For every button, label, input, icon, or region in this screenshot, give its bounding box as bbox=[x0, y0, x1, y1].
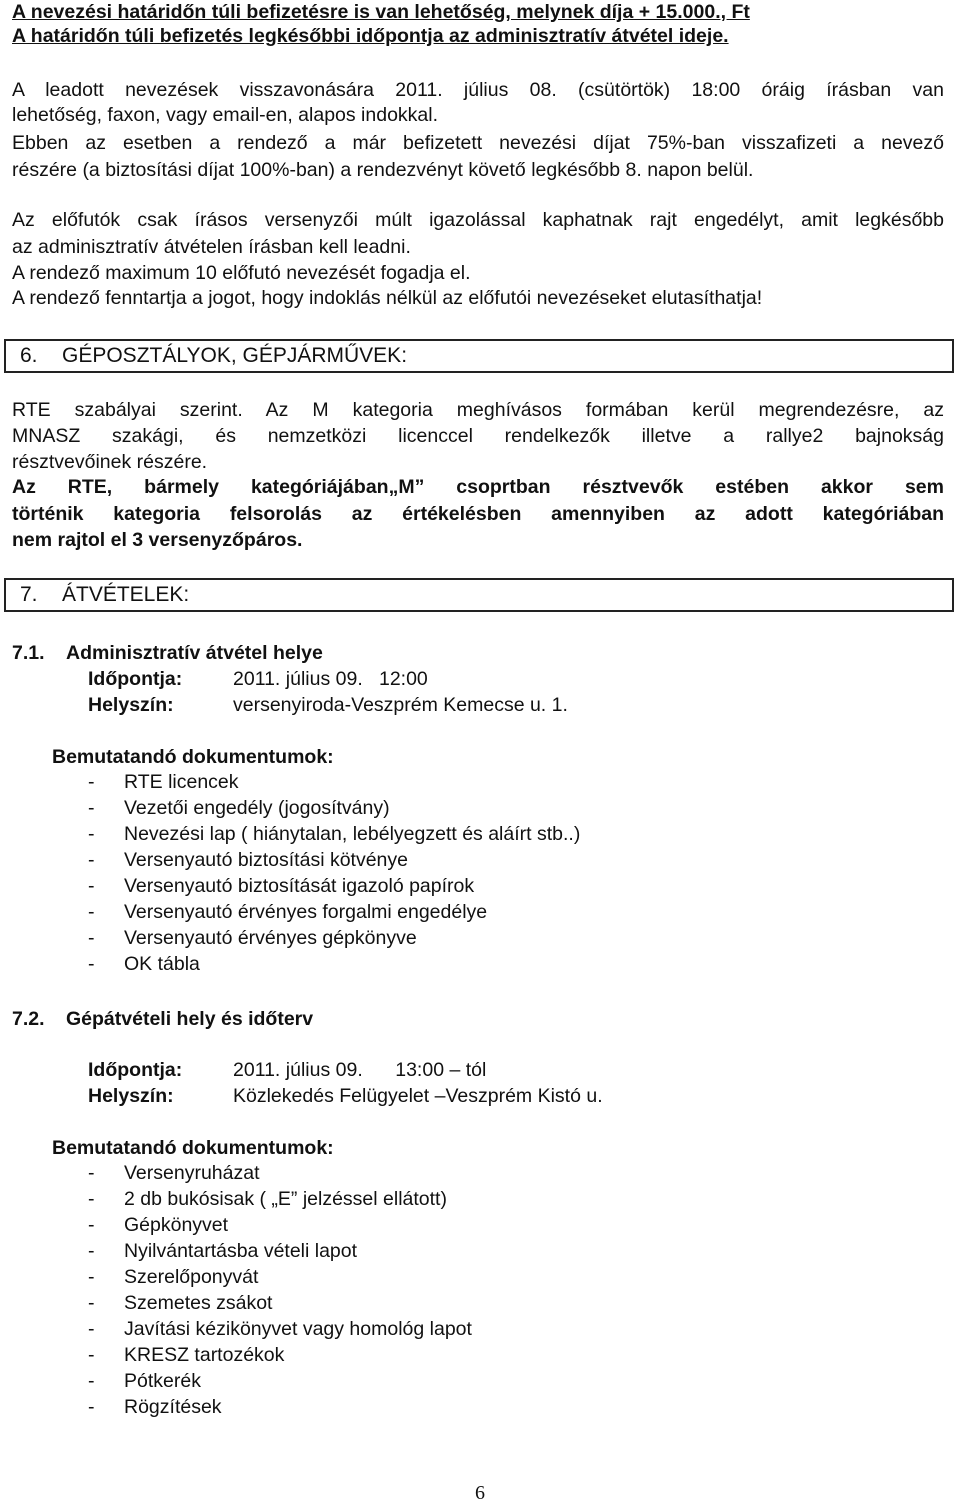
section-6-bold-2: történik kategoria felsorolás az értékelésben amennyiben az adott kategóriában bbox=[12, 503, 944, 525]
time-label: Időpontja: bbox=[88, 668, 183, 690]
place-value: versenyiroda-Veszprém Kemecse u. 1. bbox=[233, 694, 568, 716]
place-value: Közlekedés Felügyelet –Veszprém Kistó u. bbox=[233, 1085, 603, 1107]
list-item-text: KRESZ tartozékok bbox=[124, 1344, 285, 1366]
withdrawal-text-1: A leadott nevezések visszavonására 2011. július 08. (csütörtök) 18:00 óráig írásban van bbox=[12, 79, 944, 101]
list-item-text: OK tábla bbox=[124, 953, 200, 975]
list-item bbox=[88, 770, 239, 794]
subsection-7-1-time bbox=[88, 667, 428, 691]
list-item-text: Szerelőponyvát bbox=[124, 1266, 259, 1288]
section-6-bold-1: Az RTE, bármely kategóriájában„M” csoprtban résztvevők estében akkor sem bbox=[12, 476, 944, 498]
bullet-dash: - bbox=[88, 1292, 95, 1314]
place-label: Helyszín: bbox=[88, 1085, 174, 1107]
bullet-dash: - bbox=[88, 849, 95, 871]
subsection-7-2-heading bbox=[12, 1007, 313, 1031]
subsection-7-2-number: 7.2. bbox=[12, 1008, 45, 1030]
list-item-text: Versenyautó érvényes forgalmi engedélye bbox=[124, 901, 488, 923]
list-item-text: Pótkerék bbox=[124, 1370, 201, 1392]
bullet-dash: - bbox=[88, 797, 95, 819]
subsection-7-2-place bbox=[88, 1084, 603, 1108]
section-6-bold-3: nem rajtol el 3 versenyzőpáros. bbox=[12, 529, 303, 551]
list-item-text: RTE licencek bbox=[124, 771, 239, 793]
list-item bbox=[88, 1343, 284, 1367]
list-item-text: Nyilvántartásba vételi lapot bbox=[124, 1240, 358, 1262]
list-item bbox=[88, 926, 417, 950]
list-item-text: Rögzítések bbox=[124, 1396, 222, 1418]
bullet-dash: - bbox=[88, 823, 95, 845]
withdrawal-text-2: lehetőség, faxon, vagy email-en, alapos indokkal. bbox=[12, 104, 439, 126]
subsection-7-2-title: Gépátvételi hely és időterv bbox=[66, 1008, 314, 1030]
section-6-paragraph-1: RTE szabályai szerint. Az M kategoria meghívásos formában kerül megrendezésre, az bbox=[12, 399, 944, 421]
list-item-text: Versenyruházat bbox=[124, 1162, 260, 1184]
section-6-paragraph-3: résztvevőinek részére. bbox=[12, 451, 208, 473]
subsection-7-1-title: Adminisztratív átvétel helye bbox=[66, 642, 323, 664]
bullet-dash: - bbox=[88, 1240, 95, 1262]
bullet-dash: - bbox=[88, 1214, 95, 1236]
bullet-dash: - bbox=[88, 1318, 95, 1340]
forerunner-text-1: Az előfutók csak írásos versenyzői múlt igazolással kaphatnak rajt engedélyt, amit legkésőbb bbox=[12, 209, 944, 231]
section-6-heading-box bbox=[4, 339, 954, 373]
bullet-dash: - bbox=[88, 1396, 95, 1418]
bullet-dash: - bbox=[88, 953, 95, 975]
time-label: Időpontja: bbox=[88, 1059, 183, 1081]
subsection-7-1-place bbox=[88, 693, 568, 717]
list-item bbox=[88, 1213, 228, 1237]
list-item bbox=[88, 952, 200, 976]
list-item bbox=[88, 900, 487, 924]
list-item-text: Vezetői engedély (jogosítvány) bbox=[124, 797, 390, 819]
section-7-heading-box bbox=[4, 578, 954, 612]
bullet-dash: - bbox=[88, 875, 95, 897]
bullet-dash: - bbox=[88, 927, 95, 949]
refund-text-2: részére (a biztosítási díjat 100%-ban) a rendezvényt követő legkésőbb 8. napon belül. bbox=[12, 159, 754, 181]
forerunner-text-2: az adminisztratív átvételen írásban kell leadni. bbox=[12, 236, 411, 258]
list-item bbox=[88, 822, 580, 846]
list-item bbox=[88, 1317, 472, 1341]
list-item-text: Versenyautó biztosítását igazoló papírok bbox=[124, 875, 475, 897]
late-fee-line: A nevezési határidőn túli befizetésre is van lehetőség, melynek díja + 15.000., Ft bbox=[12, 1, 750, 23]
list-item-text: Szemetes zsákot bbox=[124, 1292, 273, 1314]
subsection-7-2-time bbox=[88, 1058, 486, 1082]
list-item bbox=[88, 1395, 222, 1419]
list-item bbox=[88, 796, 390, 820]
section-7-number: 7. bbox=[20, 583, 38, 606]
list-item-text: Gépkönyvet bbox=[124, 1214, 229, 1236]
list-item bbox=[88, 1369, 201, 1393]
subsection-7-1-number: 7.1. bbox=[12, 642, 45, 664]
page-number: 6 bbox=[475, 1482, 485, 1504]
subsection-7-1-docs-title: Bemutatandó dokumentumok: bbox=[52, 746, 334, 768]
section-6-paragraph-2: MNASZ szakági, és nemzetközi licenccel rendelkezők illetve a rallye2 bajnokság bbox=[12, 425, 944, 447]
time-value: 2011. július 09. 13:00 – tól bbox=[233, 1059, 487, 1081]
section-6-number: 6. bbox=[20, 344, 38, 367]
list-item bbox=[88, 848, 408, 872]
forerunner-text-4: A rendező fenntartja a jogot, hogy indoklás nélkül az előfutói nevezéseket elutasíthatja! bbox=[12, 287, 763, 309]
list-item bbox=[88, 1161, 260, 1185]
bullet-dash: - bbox=[88, 901, 95, 923]
late-payment-deadline-line: A határidőn túli befizetés legkésőbbi időpontja az adminisztratív átvétel ideje. bbox=[12, 25, 729, 47]
section-7-title: ÁTVÉTELEK: bbox=[62, 583, 190, 606]
section-7-heading bbox=[20, 583, 189, 607]
list-item bbox=[88, 1291, 272, 1315]
list-item-text: 2 db bukósisak ( „E” jelzéssel ellátott) bbox=[124, 1188, 447, 1210]
refund-text-1: Ebben az esetben a rendező a már befizetett nevezési díjat 75%-ban visszafizeti a nevező bbox=[12, 132, 944, 154]
list-item-text: Versenyautó biztosítási kötvénye bbox=[124, 849, 408, 871]
bullet-dash: - bbox=[88, 1188, 95, 1210]
forerunner-text-3: A rendező maximum 10 előfutó nevezését fogadja el. bbox=[12, 262, 471, 284]
section-6-heading bbox=[20, 344, 407, 368]
bullet-dash: - bbox=[88, 1266, 95, 1288]
subsection-7-2-docs-title: Bemutatandó dokumentumok: bbox=[52, 1137, 334, 1159]
bullet-dash: - bbox=[88, 771, 95, 793]
list-item bbox=[88, 874, 474, 898]
time-value: 2011. július 09. 12:00 bbox=[233, 668, 428, 690]
list-item-text: Versenyautó érvényes gépkönyve bbox=[124, 927, 417, 949]
bullet-dash: - bbox=[88, 1162, 95, 1184]
list-item bbox=[88, 1187, 447, 1211]
list-item bbox=[88, 1265, 258, 1289]
place-label: Helyszín: bbox=[88, 694, 174, 716]
subsection-7-1-heading bbox=[12, 641, 323, 665]
section-6-title: GÉPOSZTÁLYOK, GÉPJÁRMŰVEK: bbox=[62, 344, 408, 367]
list-item-text: Nevezési lap ( hiánytalan, lebélyegzett és aláírt stb..) bbox=[124, 823, 581, 845]
list-item bbox=[88, 1239, 357, 1263]
bullet-dash: - bbox=[88, 1370, 95, 1392]
bullet-dash: - bbox=[88, 1344, 95, 1366]
list-item-text: Javítási kézikönyvet vagy homológ lapot bbox=[124, 1318, 472, 1340]
